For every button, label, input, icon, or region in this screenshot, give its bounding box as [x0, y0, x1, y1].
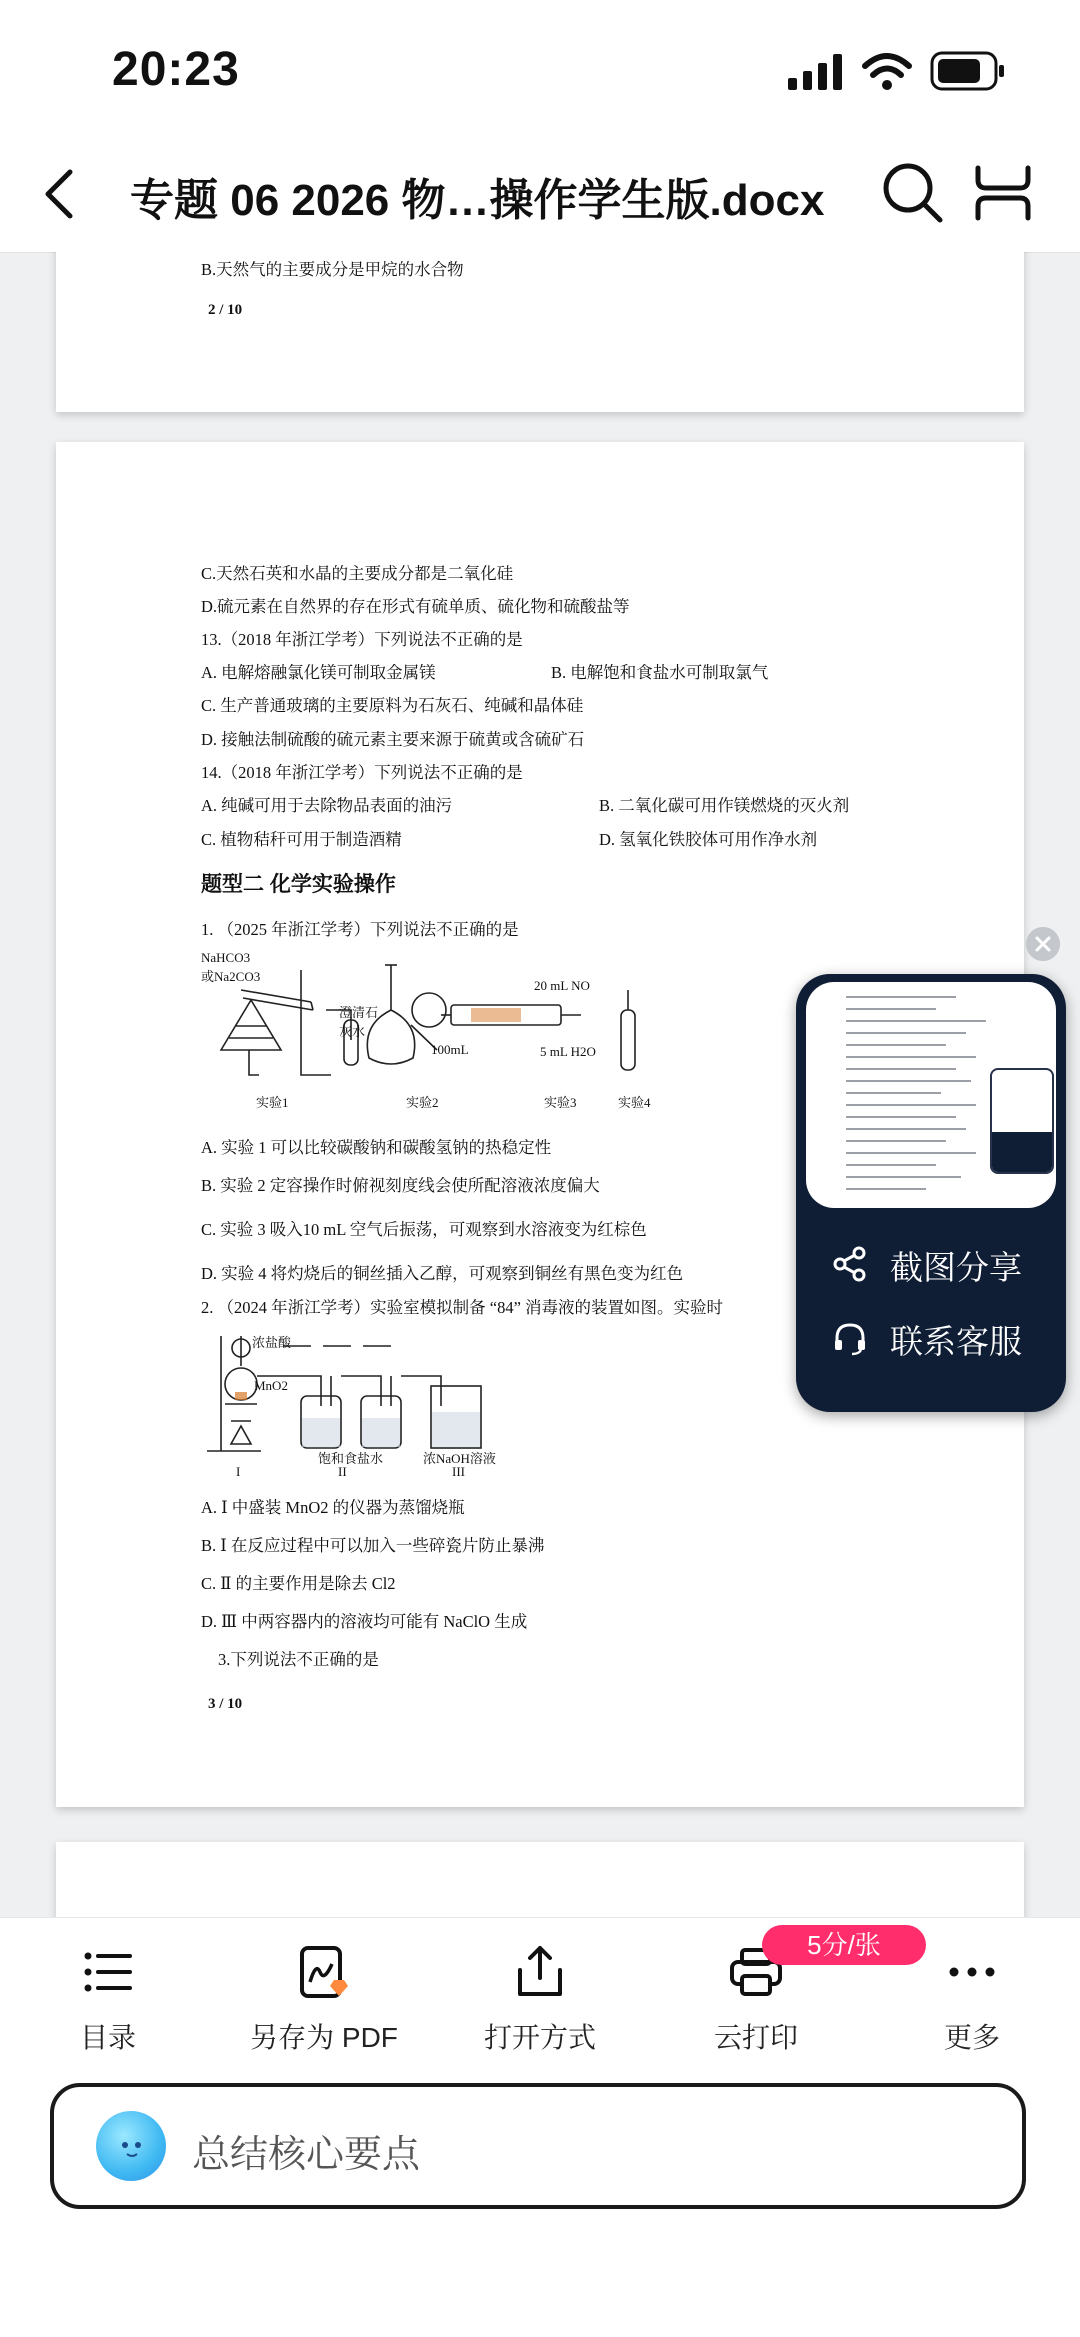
text-line: D. 氢氧化铁胶体可用作净水剂	[599, 830, 818, 849]
search-icon[interactable]	[880, 160, 946, 226]
figure-label: 或Na2CO3	[201, 969, 261, 984]
signal-icon	[788, 54, 846, 90]
figure-caption: 实验1	[256, 1095, 289, 1110]
text-line: B. 电解饱和食盐水可制取氯气	[551, 663, 769, 682]
document-page	[56, 1842, 1024, 1917]
option-text: B. 实验 2 定容操作时俯视刻度线会使所配溶液浓度偏大	[201, 1176, 600, 1195]
question-text: 2. （2024 年浙江学考）实验室模拟制备 “84” 消毒液的装置如图。实验时	[201, 1298, 724, 1317]
figure-label: 浓NaOH溶液	[423, 1451, 496, 1466]
price-badge: 5分/张	[762, 1925, 926, 1965]
clock: 20:23	[112, 43, 240, 96]
document-page	[56, 252, 1024, 412]
battery-icon	[930, 50, 1006, 92]
text-line: B. 二氧化碳可用作镁燃烧的灭火剂	[599, 796, 850, 815]
app-header	[0, 140, 1080, 253]
text-line: B.天然气的主要成分是甲烷的水合物	[201, 260, 464, 279]
headset-icon	[832, 1320, 868, 1356]
text-line: D.硫元素在自然界的存在形式有硫单质、硫化物和硫酸盐等	[201, 597, 630, 616]
open-with-button[interactable]	[432, 1918, 648, 2080]
section-title: 题型二 化学实验操作	[201, 873, 396, 896]
question-text: 3.下列说法不正确的是	[218, 1650, 379, 1669]
figure-label: 100mL	[431, 1042, 469, 1057]
list-icon	[78, 1942, 138, 2002]
figure-label: 5 mL H2O	[540, 1044, 596, 1059]
share-out-icon	[510, 1942, 570, 2002]
figure-caption: 实验3	[544, 1095, 577, 1110]
text-line: A. 电解熔融氯化镁可制取金属镁	[201, 663, 436, 682]
text-line: C. 植物秸秆可用于制造酒精	[201, 830, 402, 849]
ai-input-placeholder: 总结核心要点	[192, 2134, 421, 2176]
pdf-icon	[294, 1942, 354, 2002]
close-icon[interactable]	[1026, 927, 1060, 961]
wifi-icon	[862, 52, 912, 92]
text-line: 14.（2018 年浙江学考）下列说法不正确的是	[201, 763, 523, 782]
experiment-figure-1	[201, 950, 681, 1090]
option-text: C. 实验 3 吸入10 mL 空气后振荡，可观察到水溶液变为红棕色	[201, 1220, 647, 1239]
contact-support-button[interactable]	[832, 1310, 1052, 1366]
more-icon	[942, 1942, 1002, 2002]
text-line: D. 接触法制硫酸的硫元素主要来源于硫黄或含硫矿石	[201, 730, 585, 749]
toolbar-label: 目录	[79, 2022, 136, 2053]
support-label: 联系客服	[890, 1323, 1022, 1360]
ai-summary-input[interactable]	[50, 2083, 1026, 2209]
figure-caption: II	[338, 1464, 347, 1479]
figure-label: NaHCO3	[201, 950, 251, 965]
figure-label: 20 mL NO	[534, 978, 590, 993]
mini-preview	[990, 1068, 1054, 1174]
share-icon	[832, 1246, 868, 1282]
toolbar-label: 另存为 PDF	[250, 2022, 398, 2053]
status-bar	[0, 0, 1080, 140]
page-number: 3 / 10	[208, 1696, 243, 1712]
page-number: 2 / 10	[208, 302, 243, 318]
figure-caption: III	[452, 1464, 465, 1479]
document-title: 专题 06 2026 物…操作学生版.docx	[130, 176, 825, 225]
text-line: C. 生产普通玻璃的主要原料为石灰石、纯碱和晶体硅	[201, 696, 584, 715]
figure-label: MnO2	[254, 1378, 288, 1393]
screenshot-thumbnail[interactable]	[806, 982, 1056, 1208]
text-line: 13.（2018 年浙江学考）下列说法不正确的是	[201, 630, 523, 649]
option-text: A. 实验 1 可以比较碳酸钠和碳酸氢钠的热稳定性	[201, 1138, 552, 1157]
figure-caption: 实验2	[406, 1095, 439, 1110]
figure-caption: 实验4	[618, 1095, 651, 1110]
figure-label: 饱和食盐水	[318, 1451, 384, 1466]
save-as-pdf-button[interactable]	[216, 1918, 432, 2080]
toolbar-label: 云打印	[713, 2022, 798, 2053]
toolbar-label: 更多	[943, 2022, 1000, 2053]
figure-caption: I	[236, 1464, 241, 1479]
toc-button[interactable]	[0, 1918, 216, 2080]
option-text: C. Ⅱ 的主要作用是除去 Cl2	[201, 1574, 396, 1593]
option-text: B. Ⅰ 在反应过程中可以加入一些碎瓷片防止暴沸	[201, 1536, 545, 1555]
back-icon[interactable]	[30, 162, 94, 226]
share-label: 截图分享	[890, 1249, 1022, 1286]
option-text: A. Ⅰ 中盛装 MnO2 的仪器为蒸馏烧瓶	[201, 1498, 465, 1517]
share-screenshot-button[interactable]	[832, 1236, 1052, 1292]
ai-assistant-avatar-icon	[96, 2111, 166, 2181]
text-line: A. 纯碱可用于去除物品表面的油污	[201, 796, 453, 815]
screenshot-share-panel	[796, 974, 1066, 1412]
option-text: D. 实验 4 将灼烧后的铜丝插入乙醇，可观察到铜丝有黑色变为红色	[201, 1264, 684, 1283]
collapse-icon[interactable]	[970, 160, 1036, 226]
toolbar-label: 打开方式	[483, 2022, 596, 2053]
question-text: 1. （2025 年浙江学考）下列说法不正确的是	[201, 920, 519, 939]
text-line: C.天然石英和水晶的主要成分都是二氧化硅	[201, 564, 514, 583]
figure-label: 浓盐酸	[252, 1335, 292, 1350]
figure-label: 澄清石灰水	[339, 1005, 379, 1039]
option-text: D. Ⅲ 中两容器内的溶液均可能有 NaClO 生成	[201, 1612, 528, 1631]
